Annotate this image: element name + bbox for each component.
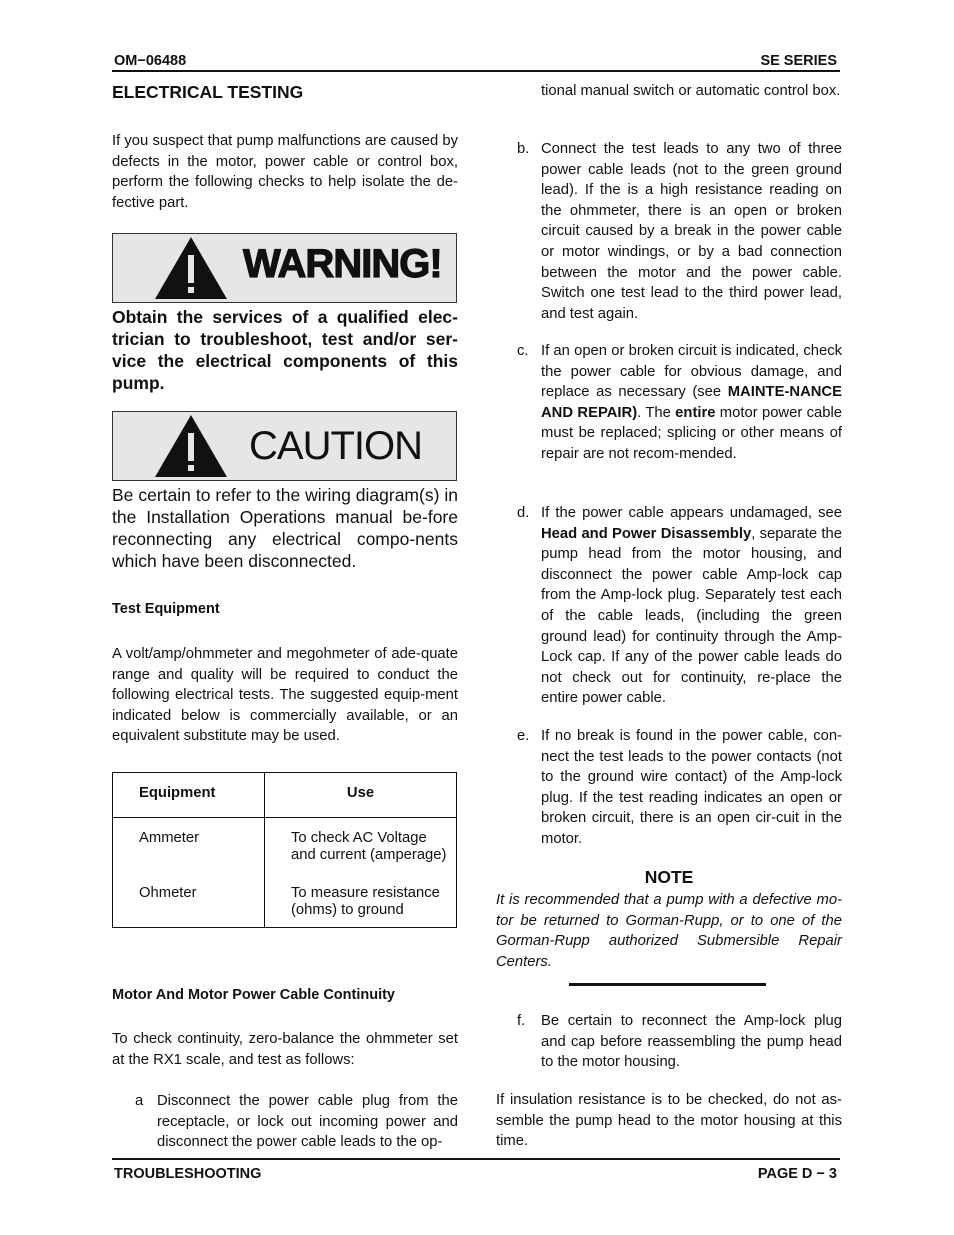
continuity-heading: Motor And Motor Power Cable Continuity: [112, 987, 395, 1003]
caution-label: CAUTION: [249, 424, 422, 468]
table-cell-equipment: Ammeter: [113, 818, 265, 873]
caution-banner: [112, 411, 457, 481]
warning-text: Obtain the services of a qualified elec-trician to troubleshoot, test and/or ser-vice the electrical components of this pump.: [112, 307, 458, 393]
list-item: [517, 1011, 842, 1075]
table-header-equipment: Equipment: [113, 773, 265, 818]
text-run: If the power cable appears undamaged, see: [541, 505, 842, 521]
page-number: PAGE D − 3: [757, 1166, 837, 1182]
list-item-continuation: tional manual switch or automatic control box.: [541, 83, 841, 99]
list-item-label: d.: [517, 505, 530, 521]
text-run: If an open or broken circuit is indicated, check the power cable for obvious damage, and replace as necessary (see: [541, 343, 842, 401]
list-item-label: f.: [517, 1013, 526, 1029]
list-item: [517, 503, 842, 710]
warning-label: WARNING!: [243, 242, 442, 286]
series-label: SE SERIES: [760, 53, 837, 69]
emphasis-entire: entire: [675, 404, 716, 421]
table-cell-use-line: To measure resistance: [291, 884, 440, 901]
table-cell-use-line: (ohms) to ground: [291, 901, 404, 918]
footer-section: TROUBLESHOOTING: [114, 1166, 262, 1182]
maintenance-reference: MAINTE-NANCE AND REPAIR): [541, 384, 842, 421]
exclamation-triangle-icon: [153, 235, 229, 301]
table-header-use: Use: [346, 785, 375, 801]
table-cell-use: [265, 818, 457, 873]
list-item-text: Disconnect the power cable plug from the receptacle, or lock out incoming power and disconnect the power cable leads to the op-: [157, 1093, 458, 1151]
table-row: [113, 873, 457, 928]
test-equipment-paragraph: A volt/amp/ohmmeter and megohmeter of ade-quate range and quality will be required to conduct the following electrical tests. The suggested equip-ment indicated below is commercially available, or an equivalent substitute may be used.: [112, 646, 458, 745]
doc-number: OM−06488: [114, 53, 187, 69]
text-run: , separate the pump head from the motor housing, and disconnect the power cable Amp-lock cap from the Amp-lock plug. Separately test each of the cable leads, (including the green ground lead) for continuity through the Amp-Lock cap. If any of the power cable leads do not check out for continuity, re-place the entire power cable.: [541, 525, 842, 707]
intro-paragraph: If you suspect that pump malfunctions are caused by defects in the motor, power cable or control box, perform the following checks to help isolate the de-fective part.: [112, 133, 458, 211]
section-title: ELECTRICAL TESTING: [112, 82, 304, 102]
list-item-text: Be certain to reconnect the Amp-lock plug and cap before reassembling the pump head to the motor housing.: [541, 1013, 842, 1071]
table-cell-equipment: Ohmeter: [113, 873, 265, 928]
list-item-text: If no break is found in the power cable, con-nect the test leads to the power contacts (not to the ground wire contact) of the Amp-lock plug. If the test reading indicates an open or broken circuit, there is an open cir-cuit in the motor.: [541, 728, 842, 847]
text-run: . The: [637, 404, 676, 421]
table-cell-use-line: and current (amperage): [291, 847, 447, 863]
caution-text: Be certain to refer to the wiring diagram(s) in the Installation Operations manual be-fore reconnecting any electrical compo-nents which have been disconnected.: [112, 485, 458, 571]
closing-paragraph: If insulation resistance is to be checked, do not as-semble the pump head to the motor housing at this time.: [496, 1092, 842, 1150]
list-item: [517, 139, 842, 324]
list-item-text: [541, 503, 842, 709]
list-item: [135, 1091, 458, 1155]
list-item-text: [541, 341, 842, 465]
equipment-table: [112, 772, 457, 928]
test-equipment-heading: Test Equipment: [112, 601, 220, 617]
header-rule: [112, 70, 840, 72]
list-item-label: b.: [517, 141, 530, 157]
exclamation-triangle-icon: [153, 413, 229, 479]
table-cell-use-line: To check AC Voltage: [291, 830, 427, 846]
list-item-label: a: [135, 1093, 144, 1109]
list-item-text: Connect the test leads to any two of three power cable leads (not to the green ground lead). If the is a high resistance reading on the ohmmeter, there is an open or broken circuit caused by a break in the power cable or motor windings, or by a bad connection between the motor and the power cable. Switch one test lead to the third power lead, and test again.: [541, 141, 842, 322]
continuity-paragraph: To check continuity, zero-balance the ohmmeter set at the RX1 scale, and test as follows:: [112, 1031, 458, 1068]
disassembly-reference: Head and Power Disassembly: [541, 525, 752, 542]
table-row: [113, 818, 457, 873]
note-text: It is recommended that a pump with a defective mo-tor be returned to Gorman-Rupp, or to one of the Gorman-Rupp authorized Submersible Repair Centers.: [496, 892, 842, 970]
list-item: [517, 726, 842, 851]
list-item: [517, 341, 842, 486]
note-title: NOTE: [644, 867, 694, 887]
warning-banner: [112, 233, 457, 303]
footer-rule: [112, 1158, 840, 1160]
table-header-row: [113, 773, 457, 818]
table-cell-use: [265, 873, 457, 928]
list-item-label: c.: [517, 343, 529, 359]
text-run: motor power cable must be replaced; splicing or other means of repair are not recom-mended.: [541, 404, 842, 462]
note-end-rule: [569, 983, 766, 986]
list-item-label: e.: [517, 728, 530, 744]
